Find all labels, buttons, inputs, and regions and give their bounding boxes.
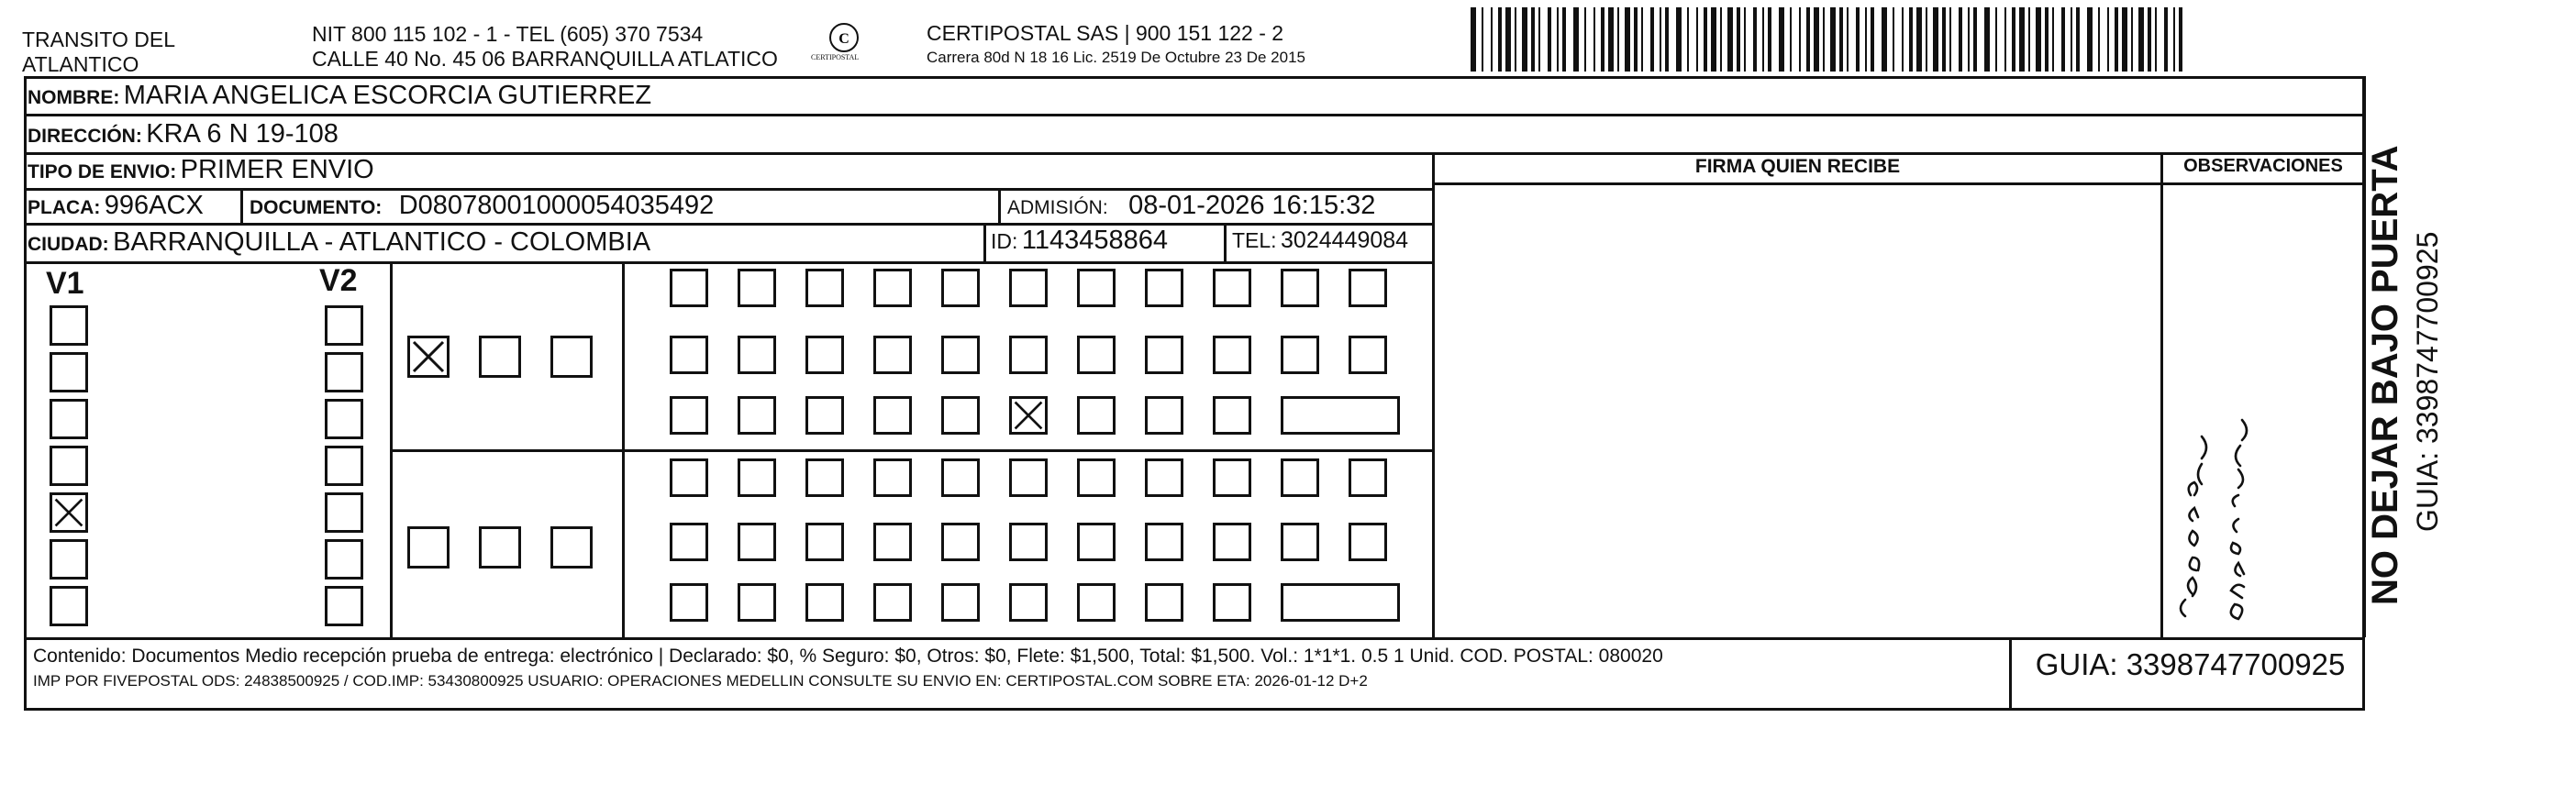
day-box <box>1281 336 1319 374</box>
day-box <box>1077 336 1116 374</box>
entity-contact <box>312 22 778 72</box>
v1-checkbox <box>50 539 88 580</box>
side-guia: GUIA: 3398747700925 <box>2411 231 2444 532</box>
day-box <box>1009 269 1048 307</box>
day-box <box>805 583 844 622</box>
nombre-label: NOMBRE: <box>28 87 120 108</box>
admision-value: 08-01-2026 16:15:32 <box>1128 191 1376 220</box>
day-box <box>1213 458 1251 497</box>
day-box <box>805 336 844 374</box>
day-box <box>1009 458 1048 497</box>
tel-value: 3024449084 <box>1281 227 1409 253</box>
placa-value: 996ACX <box>104 191 204 220</box>
day-box <box>1145 396 1183 435</box>
day-box <box>738 336 776 374</box>
v1-checkbox <box>50 305 88 346</box>
id-row <box>991 226 1168 256</box>
day-box <box>1077 523 1116 561</box>
day-box <box>1077 269 1116 307</box>
footer-content-line: Contenido: Documentos Medio recepción prueba de entrega: electrónico | Declarado: $0, % Seguro: $0, Otros: $0, Flete: $1,500, Total: $1,500. Vol.: 1*1*1. 0.5 1 Unid. COD. POSTAL: 080020 <box>33 646 1663 667</box>
day-box <box>1009 336 1048 374</box>
day-box <box>941 269 980 307</box>
tel-label: TEL: <box>1232 228 1277 252</box>
direccion-label: DIRECCIÓN: <box>28 126 142 147</box>
address-line: CALLE 40 No. 45 06 BARRANQUILLA ATLATICO <box>312 47 778 71</box>
side-warning: NO DEJAR BAJO PUERTA <box>2365 145 2405 605</box>
v1-checkbox <box>50 492 88 533</box>
day-box <box>1077 396 1116 435</box>
footer-imp-line: IMP POR FIVEPOSTAL ODS: 24838500925 / COD.IMP: 53430800925 USUARIO: OPERACIONES MEDELLIN CONSULTE SU ENVIO EN: CERTIPOSTAL.COM SOBRE ETA: 2026-01-12 D+2 <box>33 672 1368 690</box>
day-box <box>1213 583 1251 622</box>
logo-icon <box>816 20 872 75</box>
v2-checkbox <box>325 352 363 392</box>
day-box <box>873 583 912 622</box>
day-box <box>1281 458 1319 497</box>
barcode <box>1471 7 2186 72</box>
day-box <box>670 396 708 435</box>
tipo-envio-value: PRIMER ENVIO <box>180 155 374 184</box>
certipostal-logo <box>811 20 872 75</box>
day-box <box>738 269 776 307</box>
month-checkbox <box>550 526 593 569</box>
placa-row <box>28 191 204 221</box>
day-box <box>1281 523 1319 561</box>
tipo-envio-label: TIPO DE ENVIO: <box>28 161 177 182</box>
entity-line-1: TRANSITO DEL <box>22 28 175 51</box>
day-box <box>873 458 912 497</box>
admision-label: ADMISIÓN: <box>1007 197 1108 218</box>
day-box <box>1009 523 1048 561</box>
id-label: ID: <box>991 229 1018 253</box>
company-line: CERTIPOSTAL SAS | 900 151 122 - 2 <box>927 21 1284 45</box>
day-box <box>941 396 980 435</box>
month-checkbox <box>479 526 521 569</box>
v2-checkbox <box>325 399 363 439</box>
firma-header: FIRMA QUIEN RECIBE <box>1694 156 1901 177</box>
license-line: Carrera 80d N 18 16 Lic. 2519 De Octubre 23 De 2015 <box>927 49 1305 66</box>
documento-row <box>250 191 714 221</box>
x-mark-icon <box>410 338 447 375</box>
day-box <box>805 458 844 497</box>
v2-label: V2 <box>319 263 358 298</box>
day-box <box>1145 336 1183 374</box>
time-box <box>1281 583 1400 622</box>
company-info <box>927 20 1305 70</box>
day-box <box>1077 583 1116 622</box>
v1-label: V1 <box>46 266 84 301</box>
day-box <box>1213 336 1251 374</box>
day-box <box>1145 583 1183 622</box>
day-box <box>1213 523 1251 561</box>
month-checkbox <box>407 526 450 569</box>
tel-row <box>1232 227 1408 254</box>
logo-text: CERTIPOSTAL <box>811 53 860 61</box>
nombre-value: MARIA ANGELICA ESCORCIA GUTIERREZ <box>123 81 652 110</box>
v2-checkbox <box>325 492 363 533</box>
day-box <box>670 583 708 622</box>
v2-checkbox <box>325 305 363 346</box>
day-box <box>738 396 776 435</box>
month-checkbox <box>479 336 521 378</box>
day-box <box>670 336 708 374</box>
day-box <box>1213 396 1251 435</box>
day-box <box>738 583 776 622</box>
day-box <box>670 523 708 561</box>
day-box <box>1009 396 1048 435</box>
v1-checkbox <box>50 446 88 486</box>
day-box <box>941 583 980 622</box>
day-box <box>1349 523 1387 561</box>
day-box <box>670 458 708 497</box>
day-box <box>1077 458 1116 497</box>
entity-name <box>22 28 175 77</box>
day-box <box>873 523 912 561</box>
day-box <box>1281 269 1319 307</box>
v2-checkbox <box>325 539 363 580</box>
day-box <box>1145 458 1183 497</box>
footer-guia: GUIA: 3398747700925 <box>2035 647 2346 681</box>
day-box <box>1145 269 1183 307</box>
time-box <box>1281 396 1400 435</box>
placa-label: PLACA: <box>28 197 101 218</box>
day-box <box>805 269 844 307</box>
entity-line-2: ATLANTICO <box>22 52 139 76</box>
x-mark-icon <box>52 495 85 530</box>
direccion-value: KRA 6 N 19-108 <box>146 119 339 149</box>
day-box <box>941 336 980 374</box>
day-box <box>1349 269 1387 307</box>
day-box <box>941 458 980 497</box>
month-checkbox <box>407 336 450 378</box>
day-box <box>1213 269 1251 307</box>
v1-checkbox <box>50 352 88 392</box>
ciudad-label: CIUDAD: <box>28 234 109 255</box>
day-box <box>738 458 776 497</box>
ciudad-value: BARRANQUILLA - ATLANTICO - COLOMBIA <box>113 227 651 257</box>
v2-checkbox <box>325 446 363 486</box>
nombre-row <box>28 81 651 111</box>
month-checkbox <box>550 336 593 378</box>
documento-value: D08078001000054035492 <box>398 191 715 220</box>
day-box <box>941 523 980 561</box>
observaciones-header: OBSERVACIONES <box>2183 156 2343 176</box>
day-box <box>738 523 776 561</box>
admision-row <box>1007 191 1375 221</box>
v2-checkbox <box>325 586 363 626</box>
nit-line: NIT 800 115 102 - 1 - TEL (605) 370 7534 <box>312 22 704 46</box>
day-box <box>1145 523 1183 561</box>
v1-checkbox <box>50 586 88 626</box>
day-box <box>805 396 844 435</box>
documento-label: DOCUMENTO: <box>250 197 383 218</box>
tipo-envio-row <box>28 155 374 185</box>
svg-text:C: C <box>838 31 849 47</box>
v1-checkbox <box>50 399 88 439</box>
day-box <box>670 269 708 307</box>
day-box <box>1009 583 1048 622</box>
day-box <box>873 396 912 435</box>
id-value: 1143458864 <box>1021 226 1168 255</box>
x-mark-icon <box>1012 399 1045 432</box>
day-box <box>805 523 844 561</box>
day-box <box>1349 458 1387 497</box>
day-box <box>873 269 912 307</box>
direccion-row <box>28 119 339 149</box>
day-box <box>873 336 912 374</box>
day-box <box>1349 336 1387 374</box>
handwritten-note <box>2165 275 2348 633</box>
ciudad-row <box>28 227 650 258</box>
